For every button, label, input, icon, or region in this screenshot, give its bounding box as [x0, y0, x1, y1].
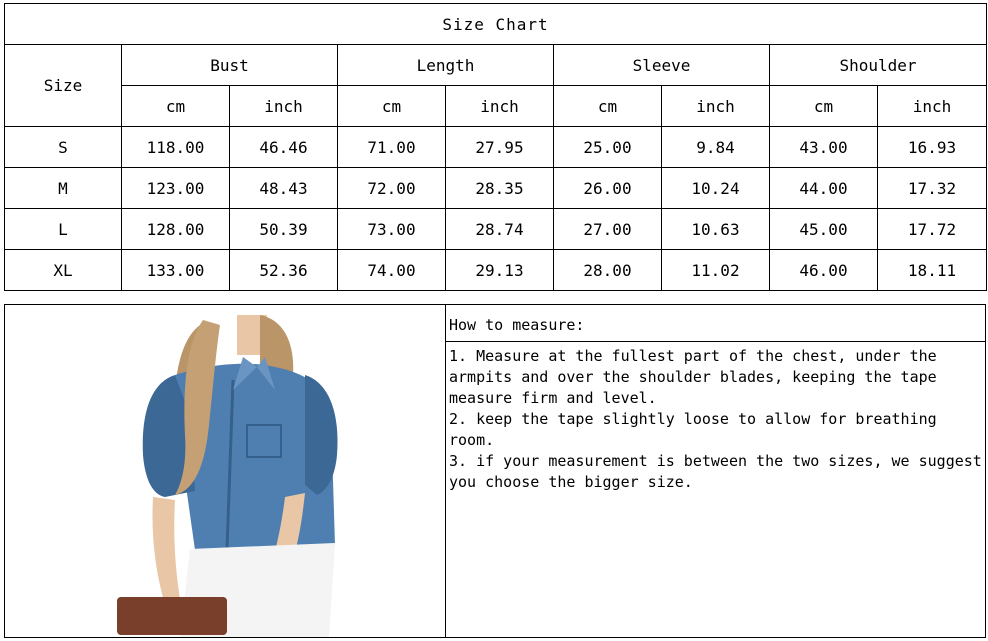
unit-header-inch: inch — [230, 86, 338, 127]
measure-instructions — [446, 342, 985, 637]
size-column-header: Size — [5, 45, 122, 127]
sleeve-header: Sleeve — [554, 45, 770, 86]
sleeve-cm-cell: 28.00 — [554, 250, 662, 291]
length-inch-cell: 28.35 — [446, 168, 554, 209]
length-inch-cell: 27.95 — [446, 127, 554, 168]
size-label: XL — [5, 250, 122, 291]
length-cm-cell: 71.00 — [338, 127, 446, 168]
size-label: S — [5, 127, 122, 168]
size-chart-title: Size Chart — [5, 4, 987, 45]
sleeve-cm-cell: 27.00 — [554, 209, 662, 250]
unit-header-inch: inch — [662, 86, 770, 127]
sleeve-inch-cell: 10.24 — [662, 168, 770, 209]
unit-header-inch: inch — [446, 86, 554, 127]
shoulder-inch-cell: 17.32 — [878, 168, 987, 209]
size-chart-table — [4, 3, 987, 291]
sleeve-inch-cell: 11.02 — [662, 250, 770, 291]
shoulder-inch-cell: 18.11 — [878, 250, 987, 291]
clutch-bag — [117, 597, 227, 635]
bust-inch-cell: 52.36 — [230, 250, 338, 291]
table-row — [5, 209, 987, 250]
shoulder-cm-cell: 43.00 — [770, 127, 878, 168]
table-row — [5, 250, 987, 291]
shoulder-header: Shoulder — [770, 45, 987, 86]
bust-cm-cell: 133.00 — [122, 250, 230, 291]
size-label: L — [5, 209, 122, 250]
length-cm-cell: 74.00 — [338, 250, 446, 291]
bust-header: Bust — [122, 45, 338, 86]
shoulder-inch-cell: 17.72 — [878, 209, 987, 250]
size-label: M — [5, 168, 122, 209]
unit-header-cm: cm — [338, 86, 446, 127]
left-arm — [153, 497, 182, 605]
shoulder-inch-cell: 16.93 — [878, 127, 987, 168]
bust-inch-cell: 50.39 — [230, 209, 338, 250]
instruction-item: 1. Measure at the fullest part of the chest, under the armpits and over the shoulder blades, keeping the tape measure firm and level. — [449, 347, 937, 407]
instruction-item: 3. if your measurement is between the two sizes, we suggest you choose the bigger size. — [449, 452, 982, 491]
length-header: Length — [338, 45, 554, 86]
unit-header-cm: cm — [554, 86, 662, 127]
sleeve-inch-cell: 10.63 — [662, 209, 770, 250]
unit-header-cm: cm — [122, 86, 230, 127]
sleeve-inch-cell: 9.84 — [662, 127, 770, 168]
sleeve-cm-cell: 26.00 — [554, 168, 662, 209]
instruction-item: 2. keep the tape slightly loose to allow for breathing room. — [449, 410, 937, 449]
shoulder-cm-cell: 44.00 — [770, 168, 878, 209]
length-cm-cell: 73.00 — [338, 209, 446, 250]
bust-cm-cell: 123.00 — [122, 168, 230, 209]
bust-inch-cell: 48.43 — [230, 168, 338, 209]
shoulder-cm-cell: 46.00 — [770, 250, 878, 291]
bust-cm-cell: 118.00 — [122, 127, 230, 168]
sleeve-cm-cell: 25.00 — [554, 127, 662, 168]
length-inch-cell: 29.13 — [446, 250, 554, 291]
unit-header-cm: cm — [770, 86, 878, 127]
measurement-guide — [4, 304, 986, 638]
bust-inch-cell: 46.46 — [230, 127, 338, 168]
how-to-measure-heading: How to measure: — [446, 305, 985, 342]
unit-header-inch: inch — [878, 86, 987, 127]
shoulder-cm-cell: 45.00 — [770, 209, 878, 250]
bust-cm-cell: 128.00 — [122, 209, 230, 250]
length-inch-cell: 28.74 — [446, 209, 554, 250]
table-row — [5, 168, 987, 209]
length-cm-cell: 72.00 — [338, 168, 446, 209]
model-illustration — [5, 305, 445, 637]
table-row — [5, 127, 987, 168]
product-photo — [5, 305, 446, 637]
